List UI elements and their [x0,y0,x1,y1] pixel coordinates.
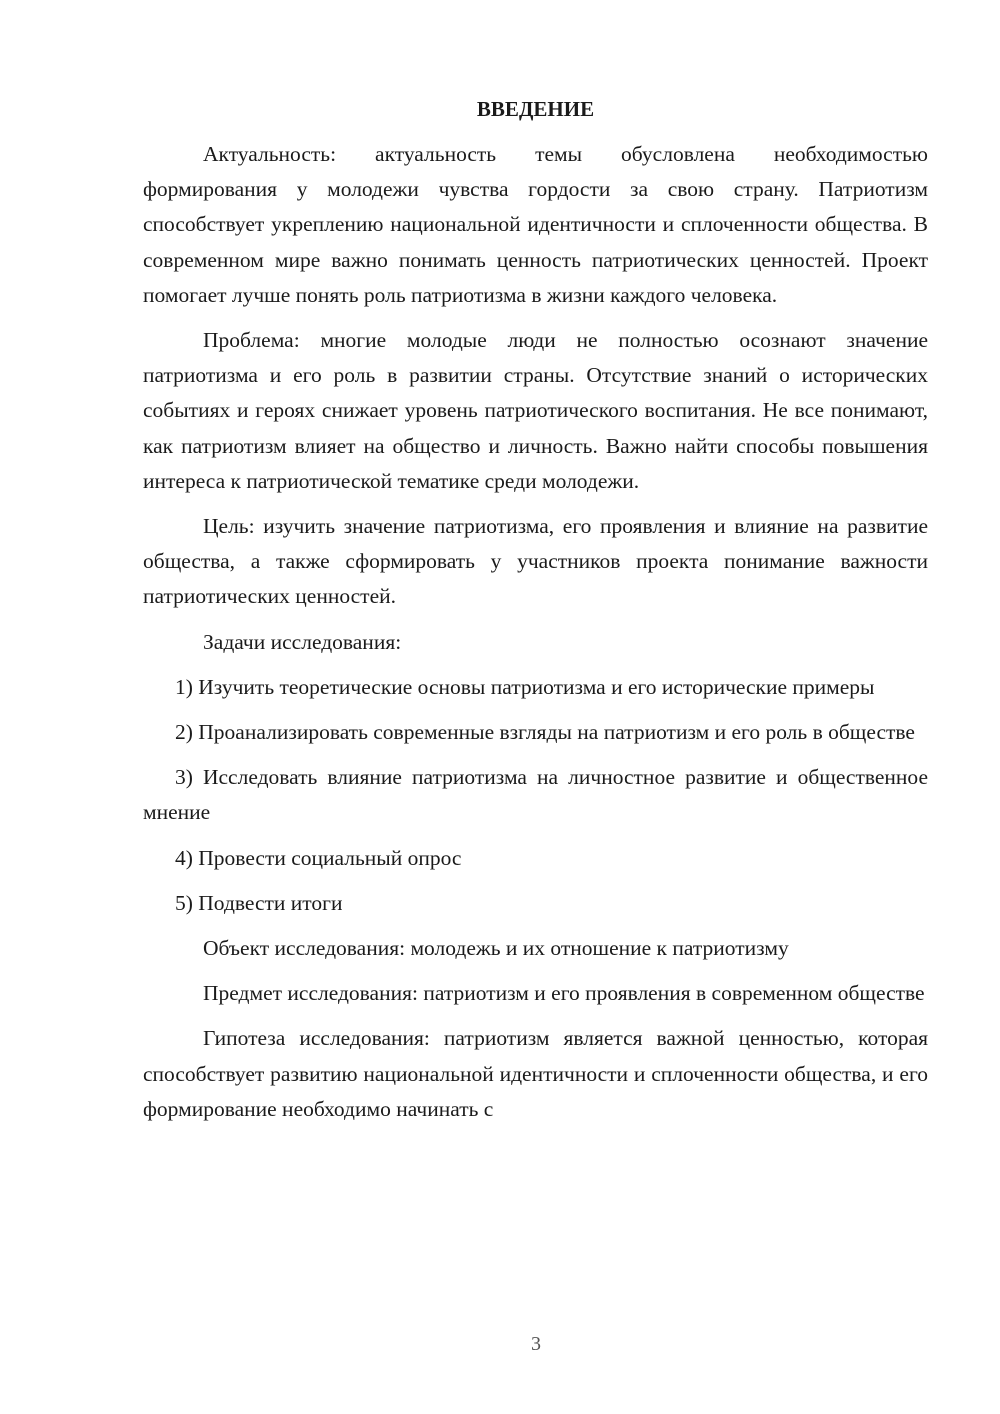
paragraph-hypothesis: Гипотеза исследования: патриотизм является важной ценностью, которая способствует развитию национальной идентичности и сплоченности общества, и его формирование необходимо начинать с [143,1026,928,1121]
task-item-2: 2) Проанализировать современные взгляды на патриотизм и его роль в обществе [175,720,915,745]
tasks-heading: Задачи исследования: [203,629,402,654]
paragraph-object: Объект исследования: молодежь и их отношение к патриотизму [203,936,789,961]
task-item-5: 5) Подвести итоги [175,890,343,915]
task-item-1: 1) Изучить теоретические основы патриотизма и его исторические примеры [175,674,875,699]
paragraph-subject: Предмет исследования: патриотизм и его проявления в современном обществе [203,981,925,1006]
paragraph-relevance: Актуальность: актуальность темы обусловлена необходимостью формирования у молодежи чувства гордости за свою страну. Патриотизм способствует укреплению национальной идентичности и сплоченности общества. В современном мире важно понимать ценность патриотических ценностей. Проект помогает лучше понять роль патриотизма в жизни каждого человека. [143,142,928,307]
task-item-4: 4) Провести социальный опрос [175,845,462,870]
task-item-3: 3) Исследовать влияние патриотизма на личностное развитие и общественное мнение [143,765,928,825]
paragraph-goal: Цель: изучить значение патриотизма, его проявления и влияние на развитие общества, а также сформировать у участников проекта понимание важности патриотических ценностей. [143,514,928,609]
document-page [143,92,928,1137]
page-title: ВВЕДЕНИЕ [476,97,595,121]
page-number: 3 [531,1333,541,1355]
paragraph-problem: Проблема: многие молодые люди не полностью осознают значение патриотизма и его роль в развитии страны. Отсутствие знаний о исторических событиях и героях снижает уровень патриотического воспитания. Не все понимают, как патриотизм влияет на общество и личность. Важно найти способы повышения интереса к патриотической тематике среди молодежи. [143,328,928,493]
